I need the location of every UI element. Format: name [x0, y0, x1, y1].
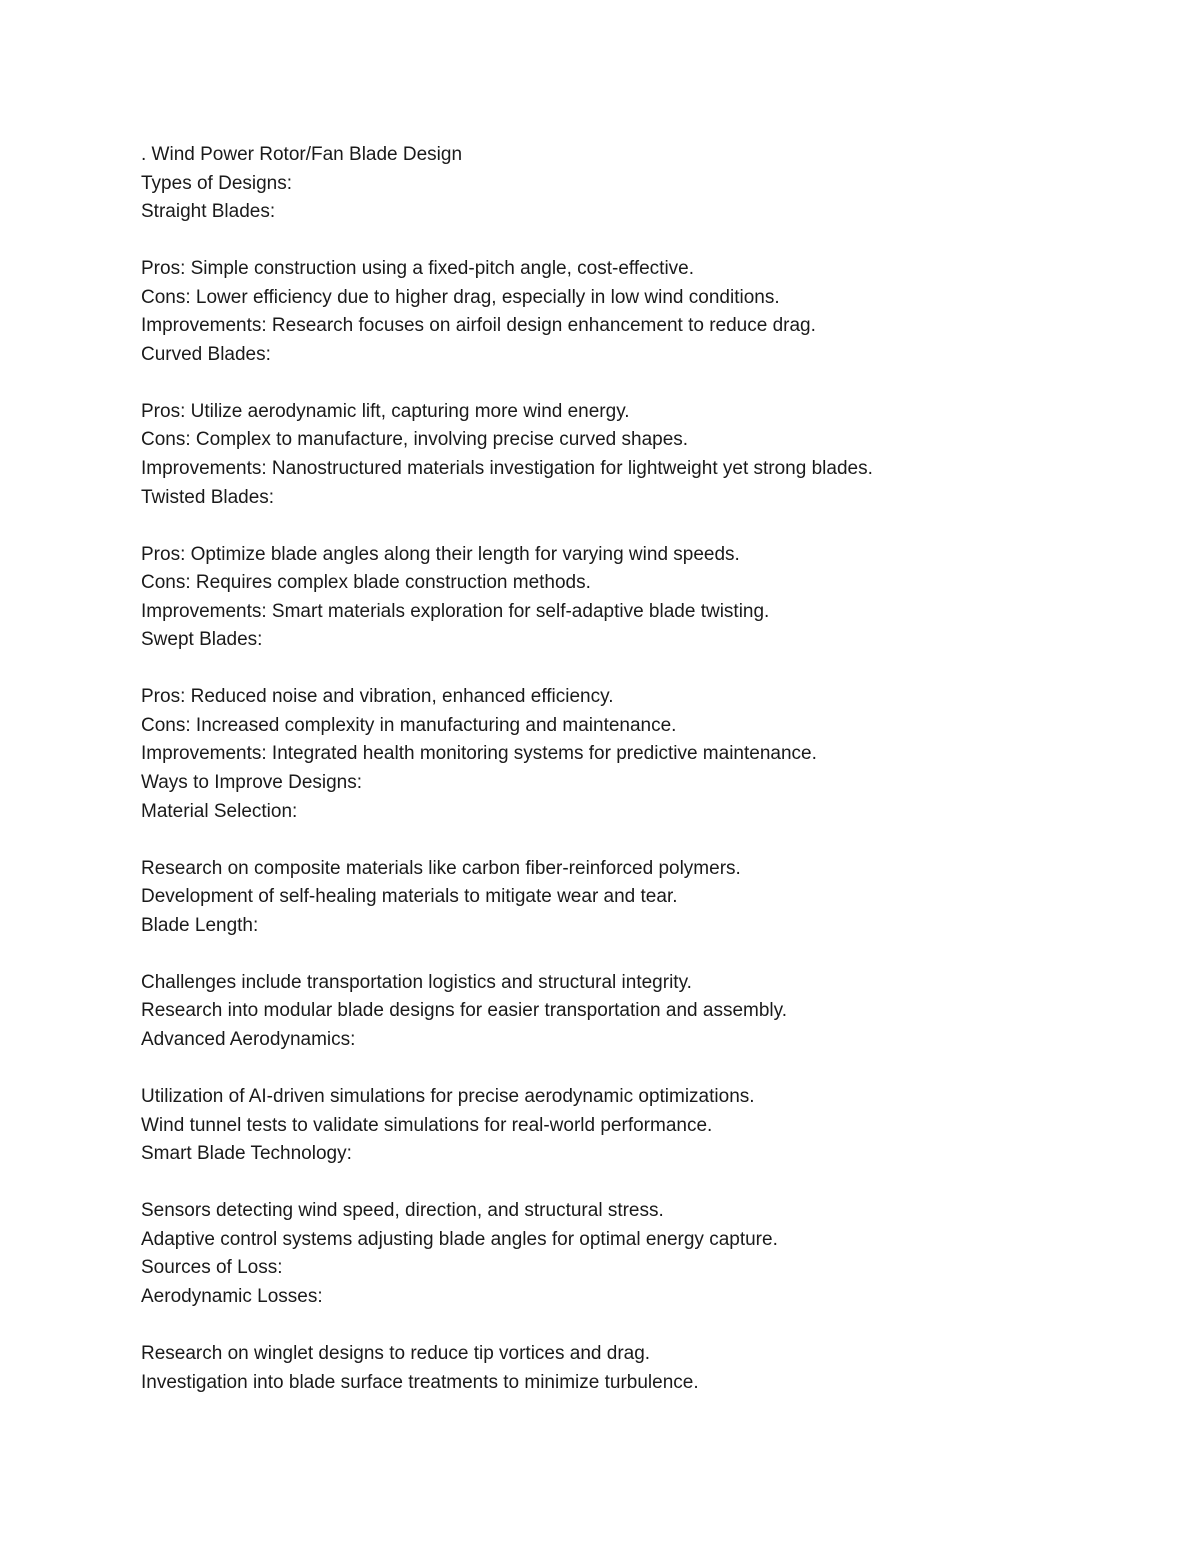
sources-of-loss-heading: Sources of Loss: [141, 1257, 283, 1279]
spacer [141, 227, 1141, 256]
material-selection-heading: Material Selection: [141, 800, 298, 822]
twisted-blades-improvements: Improvements: Smart materials exploration for self-adaptive blade twisting. [141, 600, 770, 622]
blade-length-item: Research into modular blade designs for easier transportation and assembly. [141, 1000, 787, 1022]
material-selection-item: Research on composite materials like carbon fiber-reinforced polymers. [141, 857, 741, 879]
spacer [141, 826, 1141, 855]
smart-blade-item: Adaptive control systems adjusting blade angles for optimal energy capture. [141, 1228, 778, 1250]
straight-blades-pros: Pros: Simple construction using a fixed-pitch angle, cost-effective. [141, 258, 695, 280]
swept-blades-heading: Swept Blades: [141, 629, 263, 651]
aerodynamic-losses-heading: Aerodynamic Losses: [141, 1285, 323, 1307]
curved-blades-cons: Cons: Complex to manufacture, involving precise curved shapes. [141, 429, 689, 451]
twisted-blades-cons: Cons: Requires complex blade construction methods. [141, 572, 591, 594]
blade-length-heading: Blade Length: [141, 914, 259, 936]
swept-blades-improvements: Improvements: Integrated health monitoring systems for predictive maintenance. [141, 743, 817, 765]
swept-blades-pros: Pros: Reduced noise and vibration, enhanced efficiency. [141, 686, 614, 708]
document-title: . Wind Power Rotor/Fan Blade Design [141, 144, 463, 165]
spacer [141, 940, 1141, 969]
aerodynamic-losses-item: Investigation into blade surface treatments to minimize turbulence. [141, 1371, 699, 1393]
material-selection-item: Development of self-healing materials to mitigate wear and tear. [141, 886, 678, 908]
curved-blades-heading: Curved Blades: [141, 343, 271, 365]
twisted-blades-heading: Twisted Blades: [141, 486, 275, 508]
spacer [141, 1311, 1141, 1340]
types-heading: Types of Designs: [141, 172, 293, 194]
advanced-aerodynamics-heading: Advanced Aerodynamics: [141, 1028, 356, 1050]
straight-blades-cons: Cons: Lower efficiency due to higher drag, especially in low wind conditions. [141, 286, 780, 308]
spacer [141, 512, 1141, 541]
advanced-aerodynamics-item: Wind tunnel tests to validate simulations for real-world performance. [141, 1114, 713, 1136]
straight-blades-heading: Straight Blades: [141, 201, 276, 223]
spacer [141, 369, 1141, 398]
spacer [141, 1169, 1141, 1198]
swept-blades-cons: Cons: Increased complexity in manufacturing and maintenance. [141, 714, 677, 736]
blade-length-item: Challenges include transportation logistics and structural integrity. [141, 971, 692, 993]
smart-blade-heading: Smart Blade Technology: [141, 1143, 352, 1165]
curved-blades-pros: Pros: Utilize aerodynamic lift, capturing more wind energy. [141, 400, 630, 422]
curved-blades-improvements: Improvements: Nanostructured materials investigation for lightweight yet strong blades. [141, 458, 873, 480]
spacer [141, 1055, 1141, 1084]
straight-blades-improvements: Improvements: Research focuses on airfoil design enhancement to reduce drag. [141, 315, 816, 337]
aerodynamic-losses-item: Research on winglet designs to reduce tip vortices and drag. [141, 1342, 651, 1364]
spacer [141, 655, 1141, 684]
document-body [141, 141, 1141, 1397]
advanced-aerodynamics-item: Utilization of AI-driven simulations for precise aerodynamic optimizations. [141, 1086, 755, 1108]
twisted-blades-pros: Pros: Optimize blade angles along their length for varying wind speeds. [141, 543, 740, 565]
ways-heading: Ways to Improve Designs: [141, 772, 363, 794]
smart-blade-item: Sensors detecting wind speed, direction, and structural stress. [141, 1200, 664, 1222]
